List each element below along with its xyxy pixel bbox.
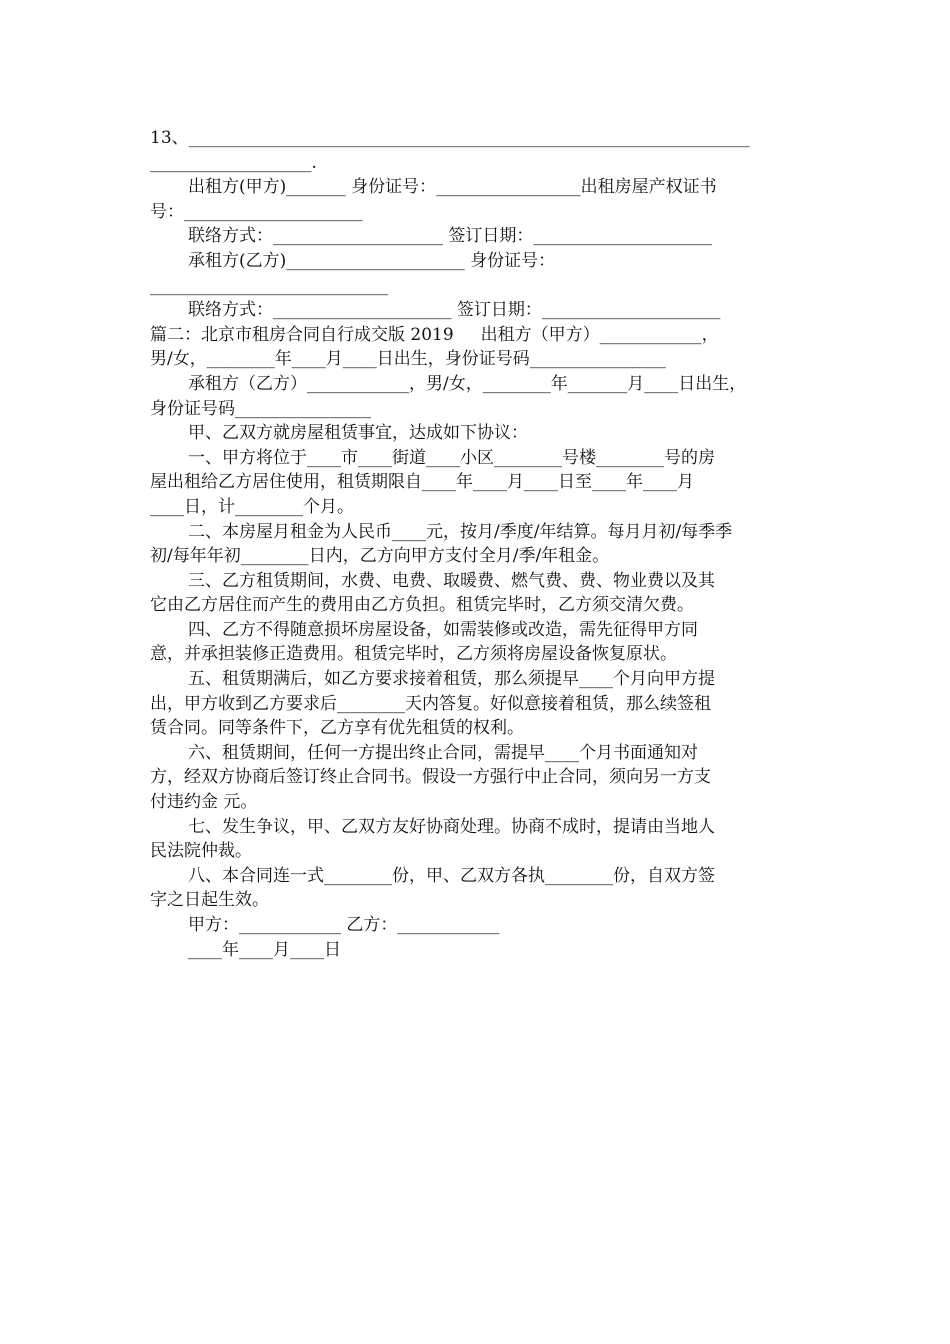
document-line: 赁合同。同等条件下，乙方享有优先租赁的权利。 bbox=[150, 718, 524, 739]
document-line: 出租方(甲方)_______ 身份证号：_________________出租房屋产权证书 bbox=[188, 177, 717, 198]
document-line: 它由乙方居住而产生的费用由乙方负担。租赁完毕时，乙方须交清欠费。 bbox=[150, 595, 694, 616]
document-line: 八、本合同连一式________份，甲、乙双方各执________份，自双方签 bbox=[188, 865, 715, 886]
document-body bbox=[150, 126, 810, 962]
document-line: 承租方（乙方）____________，男/女，________年_______月____日出生， bbox=[188, 373, 747, 394]
document-line: 一、甲方将位于____市____街道____小区________号楼________号的房 bbox=[188, 447, 715, 468]
document-line: ____日，计________个月。 bbox=[150, 496, 354, 517]
document-line: 联络方式：_____________________ 签订日期：_____________________ bbox=[188, 300, 721, 321]
document-line: 承租方(乙方)_____________________ 身份证号： bbox=[188, 250, 556, 271]
document-line: 屋出租给乙方居住使用，租赁期限自____年____月____日至____年____月 bbox=[150, 472, 694, 493]
document-line: 13、__________________________________________________________________ bbox=[150, 128, 750, 148]
document-line: 三、乙方租赁期间，水费、电费、取暖费、燃气费、费、物业费以及其 bbox=[188, 570, 715, 591]
document-line: 甲方：____________ 乙方：____________ bbox=[188, 915, 500, 935]
document-line: 字之日起生效。 bbox=[150, 890, 269, 911]
document-line: 五、租赁期满后，如乙方要求接着租赁，那么须提早____个月向甲方提 bbox=[188, 669, 715, 690]
document-line: 号：_____________________ bbox=[150, 201, 363, 222]
document-line: 二、本房屋月租金为人民币____元，按月/季度/年结算。每月月初/每季季 bbox=[188, 521, 733, 542]
document-line: ____年____月____日 bbox=[188, 939, 341, 960]
document-line: 四、乙方不得随意损坏房屋设备，如需装修或改造，需先征得甲方同 bbox=[188, 619, 698, 640]
document-line: 联络方式：____________________ 签订日期：_____________________ bbox=[188, 226, 712, 247]
document-line: 甲、乙双方就房屋租赁事宜，达成如下协议： bbox=[188, 423, 528, 444]
document-line: ___________________. bbox=[150, 152, 317, 173]
document-line: 方，经双方协商后签订终止合同书。假设一方强行中止合同，须向另一方支 bbox=[150, 767, 711, 788]
document-line: 民法院仲裁。 bbox=[150, 841, 252, 862]
document-line: 六、租赁期间，任何一方提出终止合同，需提早____个月书面通知对 bbox=[188, 742, 698, 763]
document-line: 初/每年年初________日内，乙方向甲方支付全月/季/年租金。 bbox=[150, 546, 610, 567]
document-line: 七、发生争议，甲、乙双方友好协商处理。协商不成时，提请由当地人 bbox=[188, 816, 715, 837]
document-line: 篇二：北京市租房合同自行成交版 2019 出租方（甲方）____________， bbox=[150, 324, 719, 345]
document-line: 男/女，________年____月____日出生，身份证号码________________ bbox=[150, 349, 666, 370]
document-line: 出，甲方收到乙方要求后________天内答复。好似意接着租赁，那么续签租 bbox=[150, 693, 711, 714]
document-line: 意，并承担装修正造费用。租赁完毕时，乙方须将房屋设备恢复原状。 bbox=[150, 644, 677, 665]
document-line: ____________________________ bbox=[150, 275, 388, 296]
document-line: 付违约金 元。 bbox=[150, 792, 258, 813]
document-line: 身份证号码________________ bbox=[150, 398, 371, 419]
